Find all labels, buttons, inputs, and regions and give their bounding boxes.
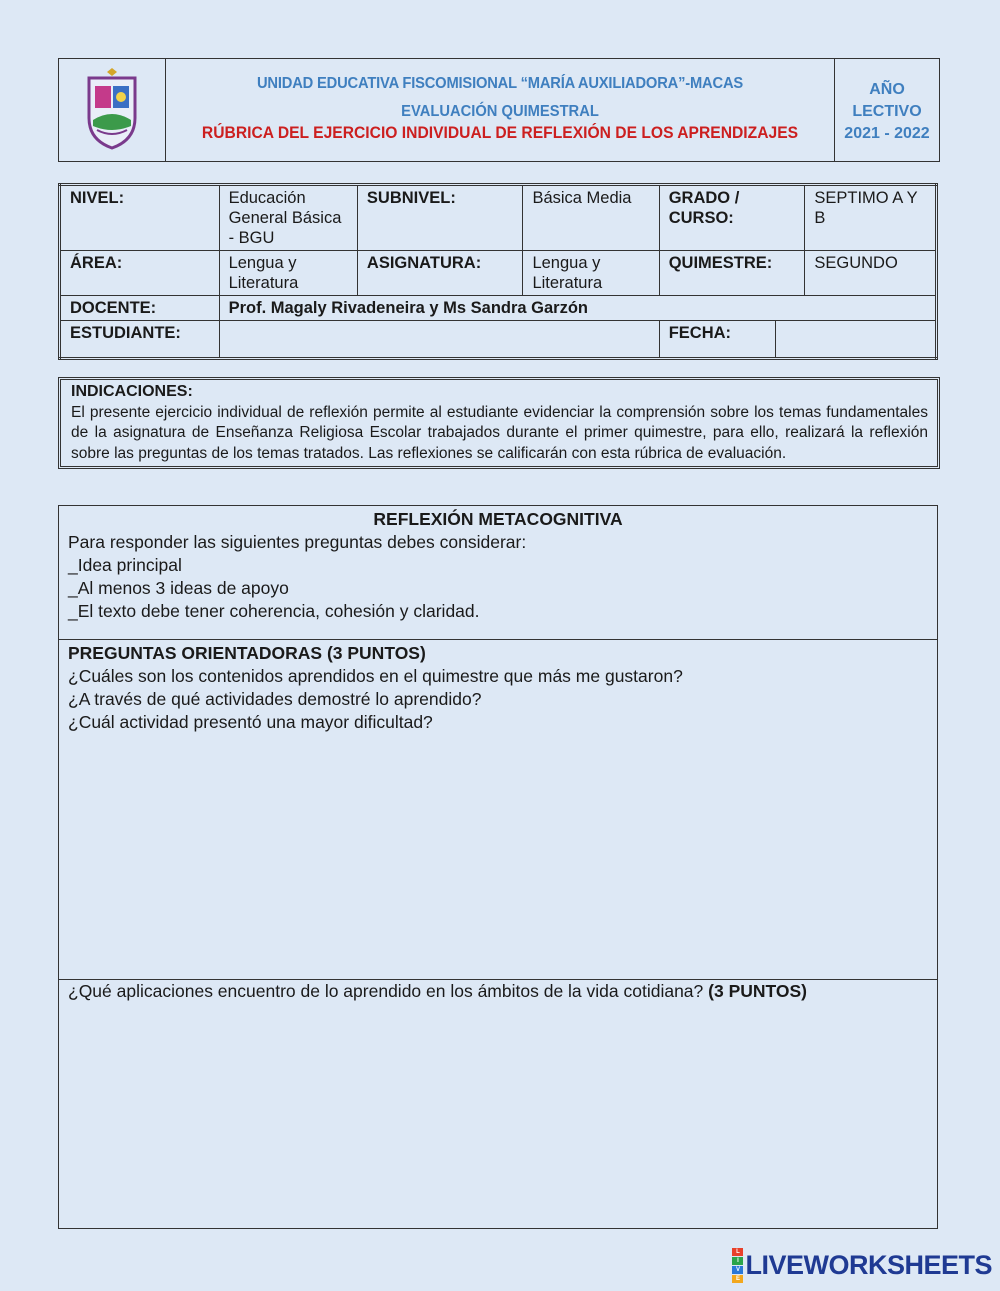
pregunta-item: ¿Cuáles son los contenidos aprendidos en el quimestre que más me gustaron? (68, 666, 683, 686)
pregunta-item: ¿A través de qué actividades demostré lo aprendido? (68, 689, 482, 709)
nivel-label: NIVEL: (60, 185, 220, 251)
subnivel-value: Básica Media (523, 185, 659, 251)
grado-label: GRADO / CURSO: (659, 185, 805, 251)
estudiante-label: ESTUDIANTE: (60, 321, 220, 359)
rubric-title: RÚBRICA DEL EJERCICIO INDIVIDUAL DE REFLEXIÓN DE LOS APRENDIZAJES (201, 123, 799, 142)
pregunta-item: ¿Cuál actividad presentó una mayor dificultad? (68, 712, 433, 732)
indicaciones-box (58, 377, 940, 469)
title-block (166, 59, 835, 161)
school-year-block (835, 59, 939, 161)
docente-label: DOCENTE: (60, 296, 220, 321)
liveworksheets-logo (732, 1248, 992, 1283)
fecha-input[interactable] (775, 321, 936, 359)
liveworksheets-wordmark: LIVEWORKSHEETS (745, 1250, 992, 1280)
school-logo-cell (59, 59, 166, 161)
reflexion-intro: Para responder las siguientes preguntas debes considerar: (68, 532, 527, 552)
reflexion-item: _El texto debe tener coherencia, cohesión y claridad. (68, 601, 480, 621)
indicaciones-text: El presente ejercicio individual de reflexión permite al estudiante evidenciar la comprensión sobre los temas fundamentales de la asignatura de Enseñanza Religiosa Escolar trabajados durante el primer quimestre, para ello, realizará la reflexión sobre las preguntas de los temas tratados. Las reflexiones se calificarán con esta rúbrica de evaluación. (71, 403, 928, 462)
reflexion-title: REFLEXIÓN METACOGNITIVA (373, 509, 623, 529)
quimestre-label: QUIMESTRE: (659, 251, 805, 296)
docente-value: Prof. Magaly Rivadeneira y Ms Sandra Garzón (219, 296, 936, 321)
year-value: 2021 - 2022 (844, 125, 930, 142)
document-header (58, 58, 940, 162)
quimestre-value: SEGUNDO (805, 251, 937, 296)
reflexion-box (58, 505, 938, 1229)
indicaciones-title: INDICACIONES: (71, 383, 193, 400)
fecha-label: FECHA: (659, 321, 775, 359)
info-table (58, 183, 938, 360)
preguntas-answer-area[interactable] (59, 640, 937, 980)
nivel-value: Educación General Básica - BGU (219, 185, 357, 251)
subnivel-label: SUBNIVEL: (357, 185, 523, 251)
school-crest-icon (81, 68, 143, 152)
preguntas-title: PREGUNTAS ORIENTADORAS (3 PUNTOS) (68, 643, 426, 663)
year-label-2: LECTIVO (852, 103, 922, 120)
evaluation-type: EVALUACIÓN QUIMESTRAL (401, 103, 599, 120)
reflexion-section (59, 506, 937, 640)
school-name: UNIDAD EDUCATIVA FISCOMISIONAL “MARÍA AUXILIADORA”-MACAS (256, 75, 744, 92)
live-squares-icon: L I V E (732, 1248, 743, 1283)
aplicaciones-question: ¿Qué aplicaciones encuentro de lo aprendido en los ámbitos de la vida cotidiana? (68, 981, 704, 1001)
area-label: ÁREA: (60, 251, 220, 296)
estudiante-input[interactable] (219, 321, 659, 359)
year-label-1: AÑO (869, 81, 905, 98)
asignatura-value: Lengua y Literatura (523, 251, 659, 296)
aplicaciones-points: (3 PUNTOS) (708, 981, 808, 1001)
area-value: Lengua y Literatura (219, 251, 357, 296)
reflexion-item: _Idea principal (68, 555, 182, 575)
reflexion-item: _Al menos 3 ideas de apoyo (68, 578, 289, 598)
asignatura-label: ASIGNATURA: (357, 251, 523, 296)
grado-value: SEPTIMO A Y B (805, 185, 937, 251)
aplicaciones-answer-area[interactable] (59, 980, 937, 1228)
